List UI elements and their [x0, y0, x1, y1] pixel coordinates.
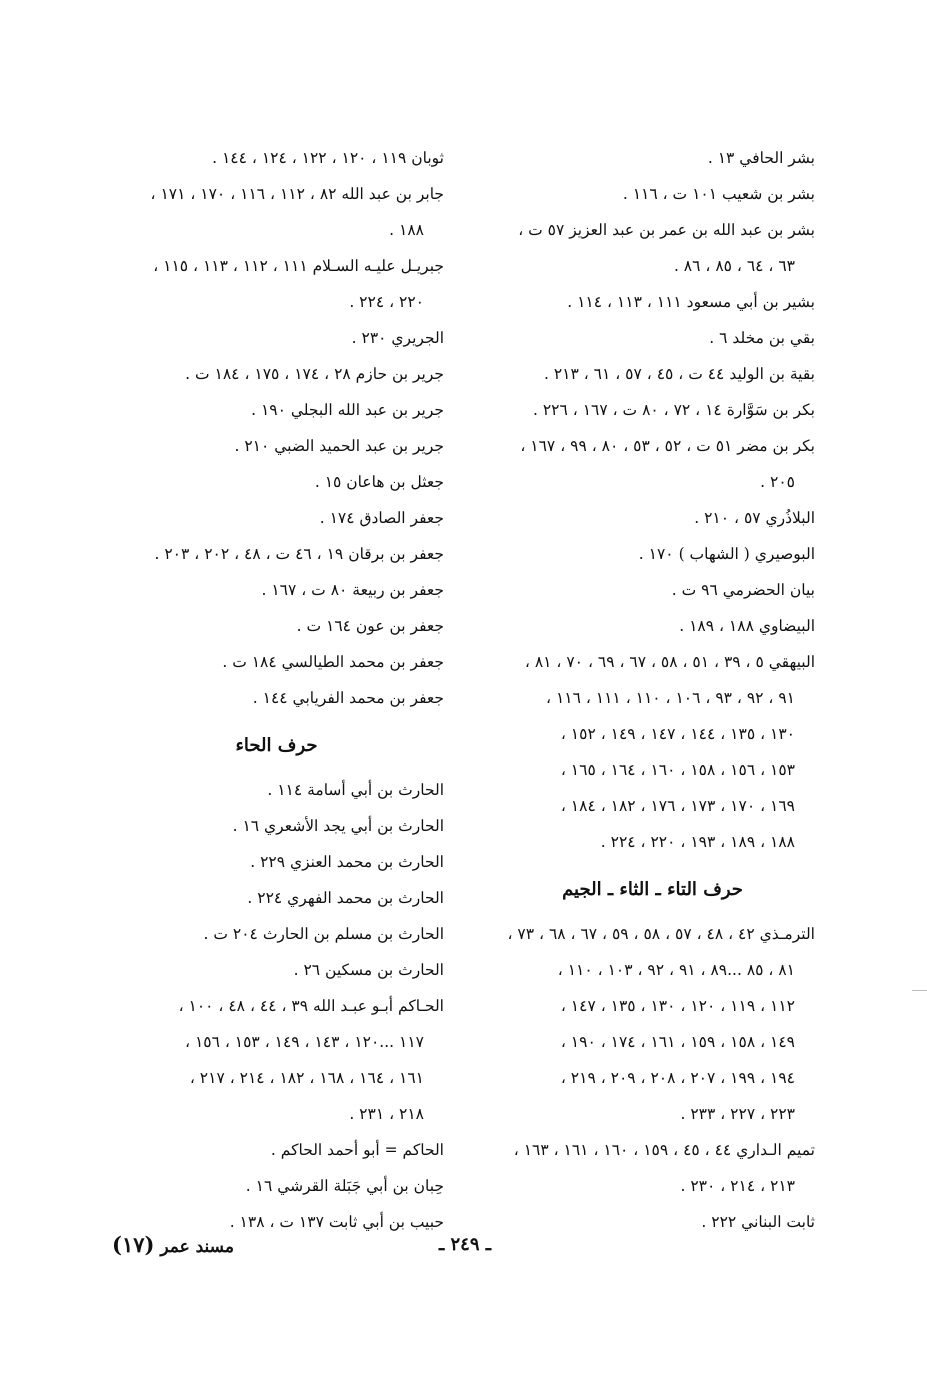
page-footer [0, 1232, 927, 1272]
index-entry-continuation: ١١٢ ، ١١٩ ، ١٢٠ ، ١٣٠ ، ١٣٥ ، ١٤٧ ، [560, 997, 795, 1015]
section-heading: حرف الحاء [235, 735, 318, 756]
index-entry: بشر بن شعيب ١٠١ ت ، ١١٦ . [622, 185, 815, 203]
index-entry: تميم الـداري ٤٤ ، ٤٥ ، ١٥٩ ، ١٦٠ ، ١٦١ ، ١٦٣ ، [513, 1141, 815, 1159]
volume-number: (١٧) [112, 1232, 155, 1257]
index-entry: الحارث بن أبي أسامة ١١٤ . [267, 781, 444, 799]
index-entry-continuation: ٦٣ ، ٦٤ ، ٨٥ ، ٨٦ . [673, 257, 795, 275]
index-entry-continuation: ١٤٩ ، ١٥٨ ، ١٥٩ ، ١٦١ ، ١٧٤ ، ١٩٠ ، [560, 1033, 795, 1051]
volume-label: مسند عمر [160, 1237, 234, 1257]
index-entry: بكر بن مضر ٥١ ت ، ٥٢ ، ٥٣ ، ٨٠ ، ٩٩ ، ١٦٧ ، [520, 437, 815, 455]
index-entry: جعفر بن محمد الطيالسي ١٨٤ ت . [222, 653, 444, 671]
index-entry: جرير بن عبد الحميد الضبي ٢١٠ . [234, 437, 444, 455]
index-entry-continuation: ١٥٣ ، ١٥٦ ، ١٥٨ ، ١٦٠ ، ١٦٤ ، ١٦٥ ، [560, 761, 795, 779]
index-entry-continuation: ٢٠٥ . [760, 473, 795, 491]
index-entry-continuation: ١٨٨ . [389, 221, 424, 239]
index-entry: بكر بن سَوَّارة ١٤ ، ٧٢ ، ٨٠ ت ، ١٦٧ ، ٢٢٦ . [533, 401, 815, 419]
index-entry: الحارث بن محمد العنزي ٢٢٩ . [250, 853, 444, 871]
index-entry: جعفر بن محمد الفريابي ١٤٤ . [252, 689, 444, 707]
index-entry: جرير بن حازم ٢٨ ، ١٧٤ ، ١٧٥ ، ١٨٤ ت . [185, 365, 444, 383]
index-entry: البلاذُري ٥٧ ، ٢١٠ . [694, 509, 815, 527]
index-entry: جرير بن عبد الله البجلي ١٩٠ . [251, 401, 444, 419]
index-entry-continuation: ١٦١ ، ١٦٤ ، ١٦٨ ، ١٨٢ ، ٢١٤ ، ٢١٧ ، [189, 1069, 424, 1087]
index-entry: حبيب بن أبي ثابت ١٣٧ ت ، ١٣٨ . [229, 1213, 444, 1231]
index-entry: بشير بن أبي مسعود ١١١ ، ١١٣ ، ١١٤ . [567, 293, 815, 311]
index-entry: الحـاكم أبـو عبـد الله ٣٩ ، ٤٤ ، ٤٨ ، ١٠٠ ، [178, 997, 444, 1015]
index-entry-continuation: ٢١٨ ، ٢٣١ . [349, 1105, 424, 1123]
index-entry: الترمـذي ٤٢ ، ٤٨ ، ٥٧ ، ٥٨ ، ٥٩ ، ٦٧ ، ٦٨ ، ٧٣ ، [507, 925, 815, 943]
section-heading: حرف التاء ـ الثاء ـ الجيم [562, 879, 743, 900]
index-entry-continuation: ٢٢٣ ، ٢٢٧ ، ٢٣٣ . [680, 1105, 795, 1123]
page-number: ـ ٢٤٩ ـ [438, 1234, 492, 1255]
index-entry: الحارث بن أبي يجد الأشعري ١٦ . [232, 817, 444, 835]
index-entry: جعفر بن برقان ١٩ ، ٤٦ ت ، ٤٨ ، ٢٠٢ ، ٢٠٣ . [154, 545, 444, 563]
index-entry: جعفر بن ربيعة ٨٠ ت ، ١٦٧ . [261, 581, 444, 599]
index-entry: بقي بن مخلد ٦ . [709, 329, 815, 347]
index-entry: بشر الحافي ١٣ . [707, 149, 815, 167]
index-entry: الحارث بن مسكين ٢٦ . [293, 961, 444, 979]
index-entry-continuation: ١٩٤ ، ١٩٩ ، ٢٠٧ ، ٢٠٨ ، ٢٠٩ ، ٢١٩ ، [560, 1069, 795, 1087]
volume-signature [112, 1232, 272, 1257]
index-entry: الحاكم = أبو أحمد الحاكم . [270, 1141, 444, 1159]
index-entry: بشر بن عبد الله بن عمر بن عبد العزيز ٥٧ ت ، [518, 221, 815, 239]
index-entry-continuation: ٢١٣ ، ٢١٤ ، ٢٣٠ . [680, 1177, 795, 1195]
index-entry-continuation: ١٦٩ ، ١٧٠ ، ١٧٣ ، ١٧٦ ، ١٨٢ ، ١٨٤ ، [560, 797, 795, 815]
index-entry: البيهقي ٥ ، ٣٩ ، ٥١ ، ٥٨ ، ٦٧ ، ٦٩ ، ٧٠ ، ٨١ ، [524, 653, 815, 671]
index-entry-continuation: ١٣٠ ، ١٣٥ ، ١٤٤ ، ١٤٧ ، ١٤٩ ، ١٥٢ ، [560, 725, 795, 743]
index-entry-continuation: ٨١ ، ٨٥ ...٨٩ ، ٩١ ، ٩٢ ، ١٠٣ ، ١١٠ ، [557, 961, 795, 979]
index-entry: جعفر بن عون ١٦٤ ت . [296, 617, 444, 635]
index-entry-continuation: ٩١ ، ٩٢ ، ٩٣ ، ١٠٦ ، ١١٠ ، ١١١ ، ١١٦ ، [546, 689, 795, 707]
index-entry: الحارث بن محمد الفهري ٢٢٤ . [247, 889, 444, 907]
scan-mark [912, 990, 927, 991]
index-entry: جابر بن عبد الله ٨٢ ، ١١٢ ، ١١٦ ، ١٧٠ ، ١٧١ ، [150, 185, 444, 203]
index-entry: ثابت البناني ٢٢٢ . [701, 1213, 815, 1231]
index-entry: جبريـل عليـه السـلام ١١١ ، ١١٢ ، ١١٣ ، ١١٥ ، [153, 257, 444, 275]
index-entry: بيان الحضرمي ٩٦ ت . [671, 581, 815, 599]
index-entry: الحارث بن مسلم بن الحارث ٢٠٤ ت . [203, 925, 444, 943]
index-entry: جعفر الصادق ١٧٤ . [319, 509, 444, 527]
index-entry: البيضاوي ١٨٨ ، ١٨٩ . [679, 617, 815, 635]
index-entry: جعثل بن هاعان ١٥ . [314, 473, 444, 491]
index-entry: الجريري ٢٣٠ . [351, 329, 444, 347]
index-entry-continuation: ١٨٨ ، ١٨٩ ، ١٩٣ ، ٢٢٠ ، ٢٢٤ . [600, 833, 795, 851]
index-column-left [109, 140, 444, 1240]
index-entry-continuation: ٢٢٠ ، ٢٢٤ . [349, 293, 424, 311]
index-entry: بقية بن الوليد ٤٤ ت ، ٤٥ ، ٥٧ ، ٦١ ، ٢١٣ . [543, 365, 815, 383]
index-column-right [490, 140, 815, 1240]
index-entry-continuation: ١١٧ ...١٢٠ ، ١٤٣ ، ١٤٩ ، ١٥٣ ، ١٥٦ ، [185, 1033, 424, 1051]
index-entry: ثوبان ١١٩ ، ١٢٠ ، ١٢٢ ، ١٢٤ ، ١٤٤ . [212, 149, 444, 167]
index-entry: حِبان بن أبي جَبَلة القرشي ١٦ . [245, 1177, 444, 1195]
index-entry: البوصيري ( الشهاب ) ١٧٠ . [638, 545, 815, 563]
